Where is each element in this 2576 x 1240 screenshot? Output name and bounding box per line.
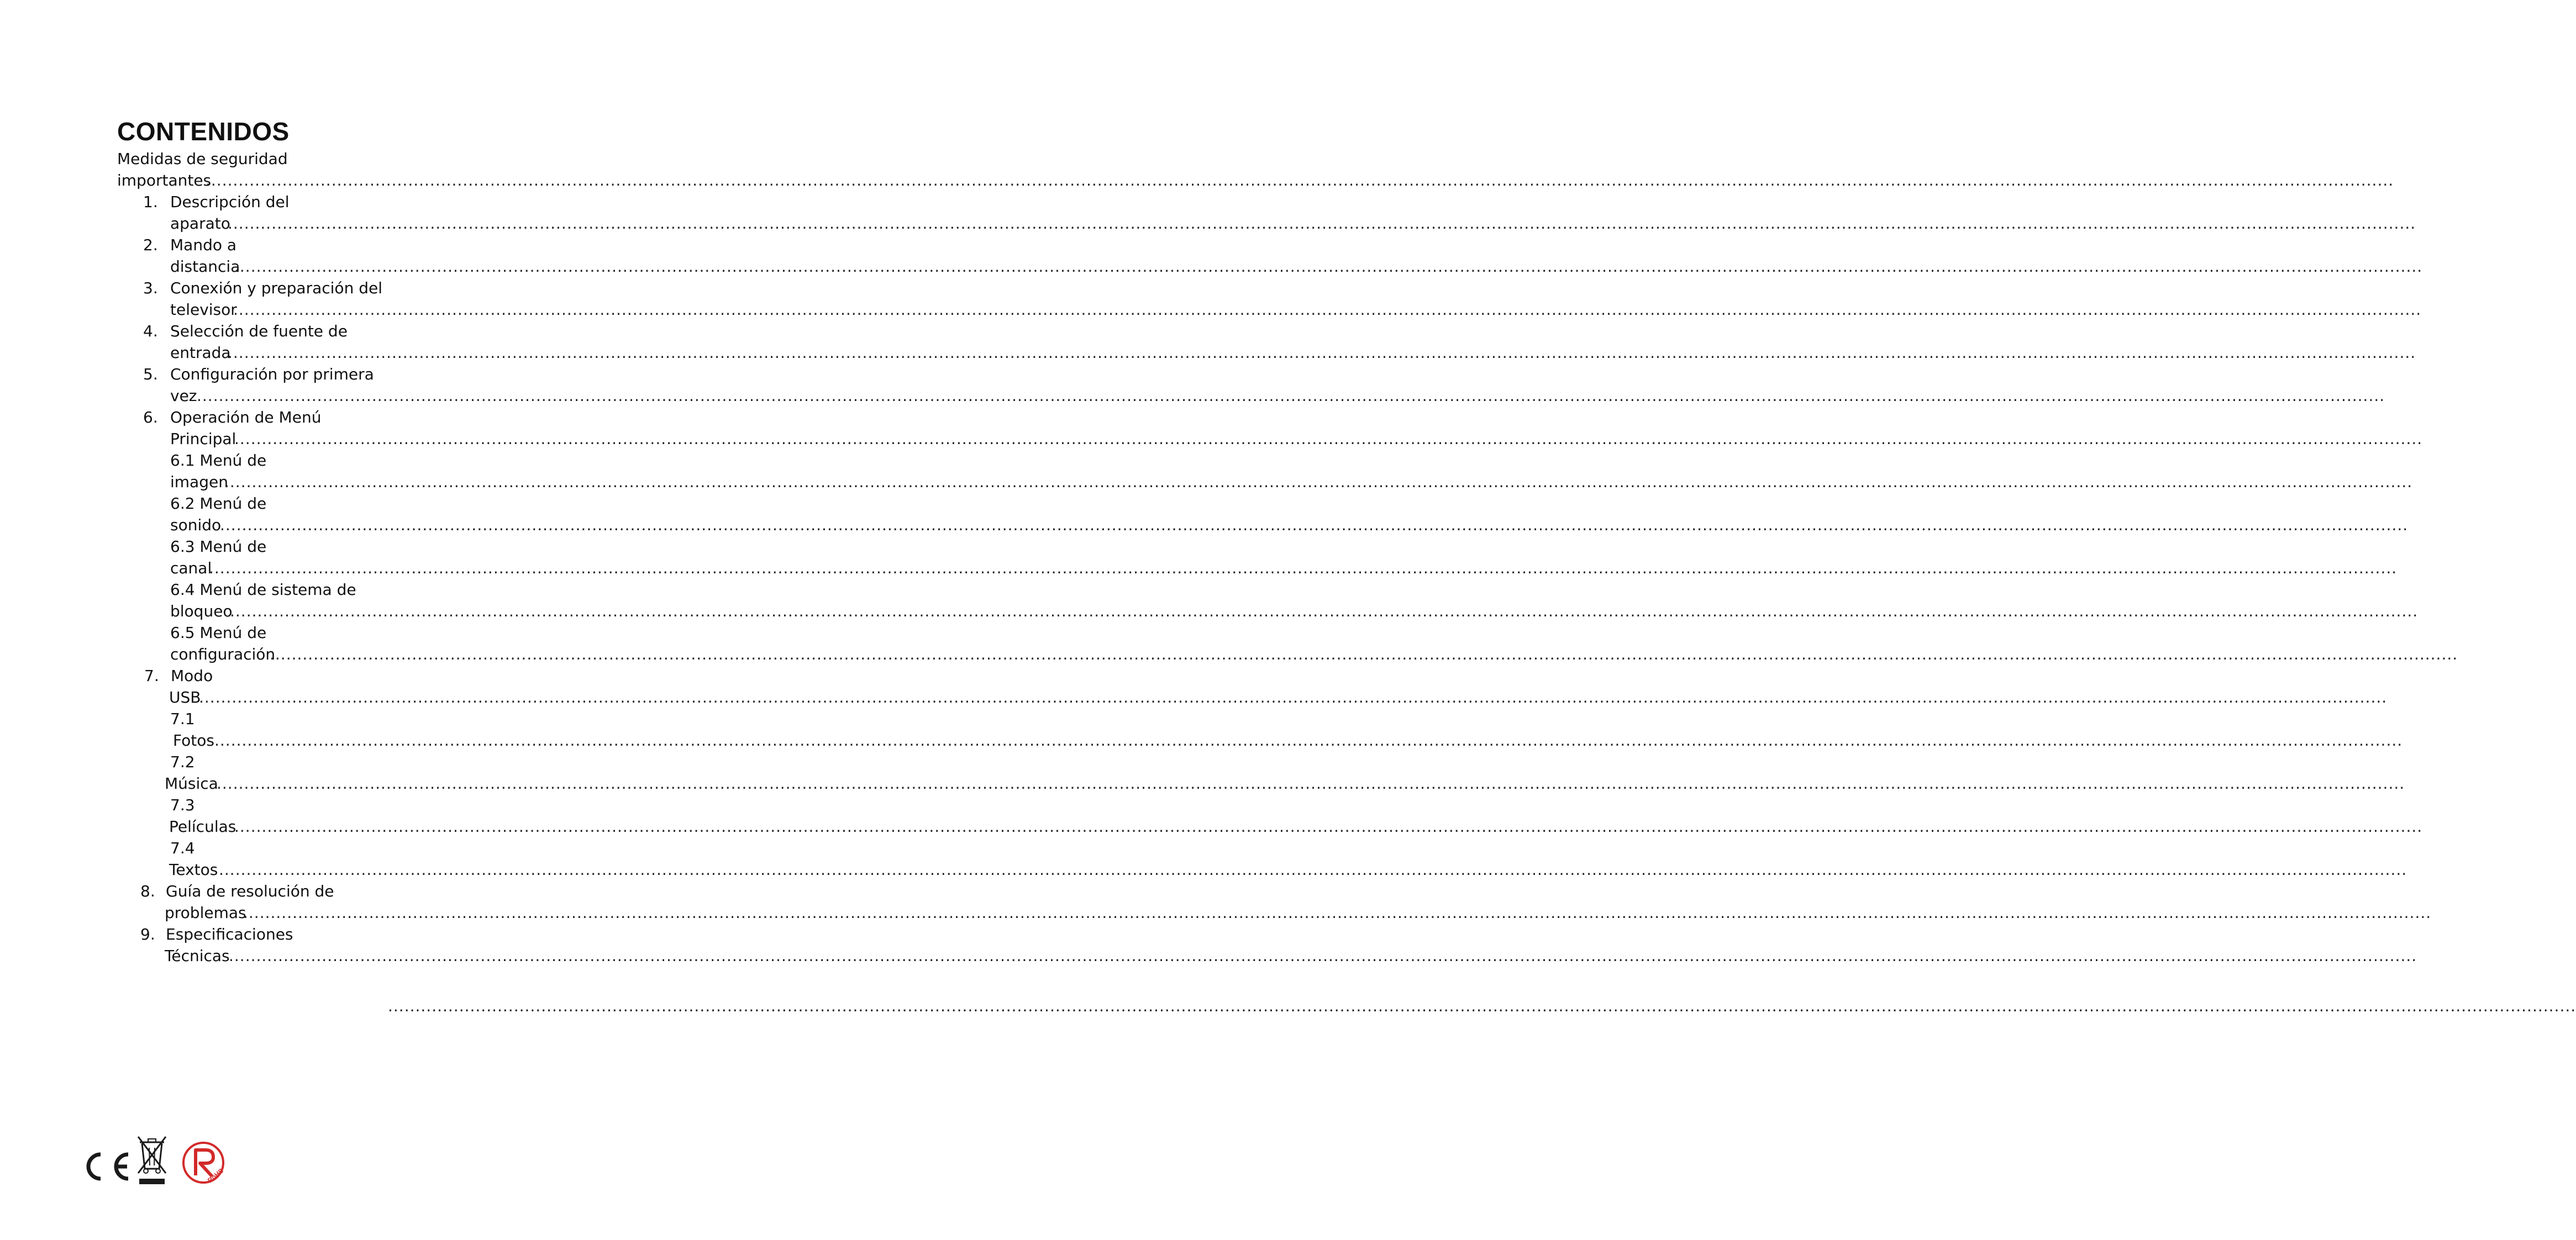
toc-leader-dots: ................................................................................................................................................................................................................................................................................................................................................................................................................	[229, 947, 2417, 965]
toc-entry-text: imagen	[170, 473, 228, 491]
toc-entry-text: entrada	[170, 344, 231, 362]
toc-entry-text: vez	[170, 387, 197, 405]
toc-leader-dots: ................................................................................................................................................................................................................................................................................................................................................................................................................	[219, 861, 2407, 879]
toc-leader-dots: ................................................................................................................................................................................................................................................................................................................................................................................................................	[217, 774, 2405, 793]
toc-entry-text: Guía de resolución de	[166, 882, 334, 900]
toc-leader-dots: ................................................................................................................................................................................................................................................................................................................................................................................................................	[233, 300, 2422, 319]
toc-entry-text: 7.3	[170, 796, 195, 814]
toc-leader-dots: ................................................................................................................................................................................................................................................................................................................................................................................................................	[228, 214, 2416, 233]
toc-leader-dots: ................................................................................................................................................................................................................................................................................................................................................................................................................	[234, 817, 2423, 836]
toc-entry-text: televisor	[170, 300, 237, 319]
toc-entry-text: Modo	[171, 667, 213, 685]
toc-leader-dots: ................................................................................................................................................................................................................................................................................................................................................................................................................	[230, 602, 2419, 620]
toc-entry-text: Música	[165, 774, 218, 793]
toc-entry-text: Descripción del	[170, 193, 290, 211]
toc-leader-dots: ................................................................................................................................................................................................................................................................................................................................................................................................................	[270, 645, 2458, 663]
toc-leader-dots: ................................................................................................................................................................................................................................................................................................................................................................................................................	[206, 171, 2394, 189]
toc-entry-number: 6.	[143, 408, 158, 426]
toc-entry-text: 7.2	[170, 753, 195, 771]
toc-entry-text: configuración	[170, 645, 276, 663]
toc-entry-text: Especificaciones	[166, 925, 293, 943]
svg-text:RoHS: RoHS	[206, 1167, 225, 1185]
toc-entry-number: 2.	[143, 236, 158, 254]
toc-entry-text: Conexión y preparación del	[170, 279, 382, 297]
toc-entry-text: canal	[170, 559, 212, 577]
toc-entry-text: Textos	[169, 861, 218, 879]
toc-entry-text: 6.5 Menú de	[170, 624, 267, 642]
toc-leader-dots: ................................................................................................................................................................................................................................................................................................................................................................................................................	[220, 516, 2409, 534]
toc-entry-text: distancia	[170, 257, 240, 276]
crossed-out-bin-icon	[138, 1137, 166, 1184]
toc-entry-text: 7.4	[170, 839, 195, 857]
toc-entry-text: Principal	[170, 430, 236, 448]
toc-entry-text: Técnicas	[165, 947, 230, 965]
toc-entry-number: 4.	[143, 322, 158, 340]
toc-entry-text: aparato	[170, 214, 230, 233]
toc-entry-text: USB	[169, 688, 201, 706]
page-title: CONTENIDOS	[117, 117, 290, 146]
toc-leader-dots: ................................................................................................................................................................................................................................................................................................................................................................................................................	[199, 688, 2388, 706]
toc-leader-dots: ................................................................................................................................................................................................................................................................................................................................................................................................................	[234, 257, 2423, 276]
toc-leader-dots: ................................................................................................................................................................................................................................................................................................................................................................................................................	[224, 473, 2413, 491]
toc-entry-number: 5.	[143, 365, 158, 383]
toc-entry-text: Operación de Menú	[170, 408, 322, 426]
toc-entry-text: Selección de fuente de	[170, 322, 348, 340]
toc-leader-dots: ................................................................................................................................................................................................................................................................................................................................................................................................................	[388, 997, 2576, 1015]
compliance-logos	[77, 1132, 232, 1193]
toc-entry-number: 9.	[140, 925, 155, 943]
toc-entry-text: 6.2 Menú de	[170, 494, 267, 513]
toc-entry-text: 6.3 Menú de	[170, 537, 267, 556]
rohs-logo-icon	[183, 1143, 225, 1184]
toc-leader-dots: ................................................................................................................................................................................................................................................................................................................................................................................................................	[234, 430, 2423, 448]
toc-entry-text: Medidas de seguridad	[117, 150, 288, 168]
toc-leader-dots: ................................................................................................................................................................................................................................................................................................................................................................................................................	[209, 559, 2398, 577]
toc-entry-text: 6.4 Menú de sistema de	[170, 581, 356, 599]
toc-leader-dots: ................................................................................................................................................................................................................................................................................................................................................................................................................	[197, 387, 2385, 405]
toc-entry-text: Películas	[169, 817, 236, 836]
toc-entry-text: 6.1 Menú de	[170, 451, 267, 469]
toc-leader-dots: ................................................................................................................................................................................................................................................................................................................................................................................................................	[214, 731, 2403, 750]
ce-mark-icon	[77, 1132, 232, 1193]
toc-entry-text: problemas	[165, 904, 246, 922]
toc-entry-number: 1.	[143, 193, 158, 211]
toc-entry-text: Fotos	[173, 731, 214, 750]
toc-leader-dots: ................................................................................................................................................................................................................................................................................................................................................................................................................	[243, 904, 2432, 922]
toc-leader-dots: ................................................................................................................................................................................................................................................................................................................................................................................................................	[228, 344, 2416, 362]
toc-entry-text: 7.1	[170, 710, 195, 728]
toc-entry-text: sonido	[170, 516, 222, 534]
toc-entry-text: Mando a	[170, 236, 237, 254]
toc-entry-text: importantes	[117, 171, 212, 189]
toc-entry-text: Configuración por primera	[170, 365, 374, 383]
toc-entry-text: bloqueo	[170, 602, 233, 620]
toc-entry-number: 7.	[144, 667, 159, 685]
toc-entry-number: 3.	[143, 279, 158, 297]
toc-entry-number: 8.	[140, 882, 155, 900]
